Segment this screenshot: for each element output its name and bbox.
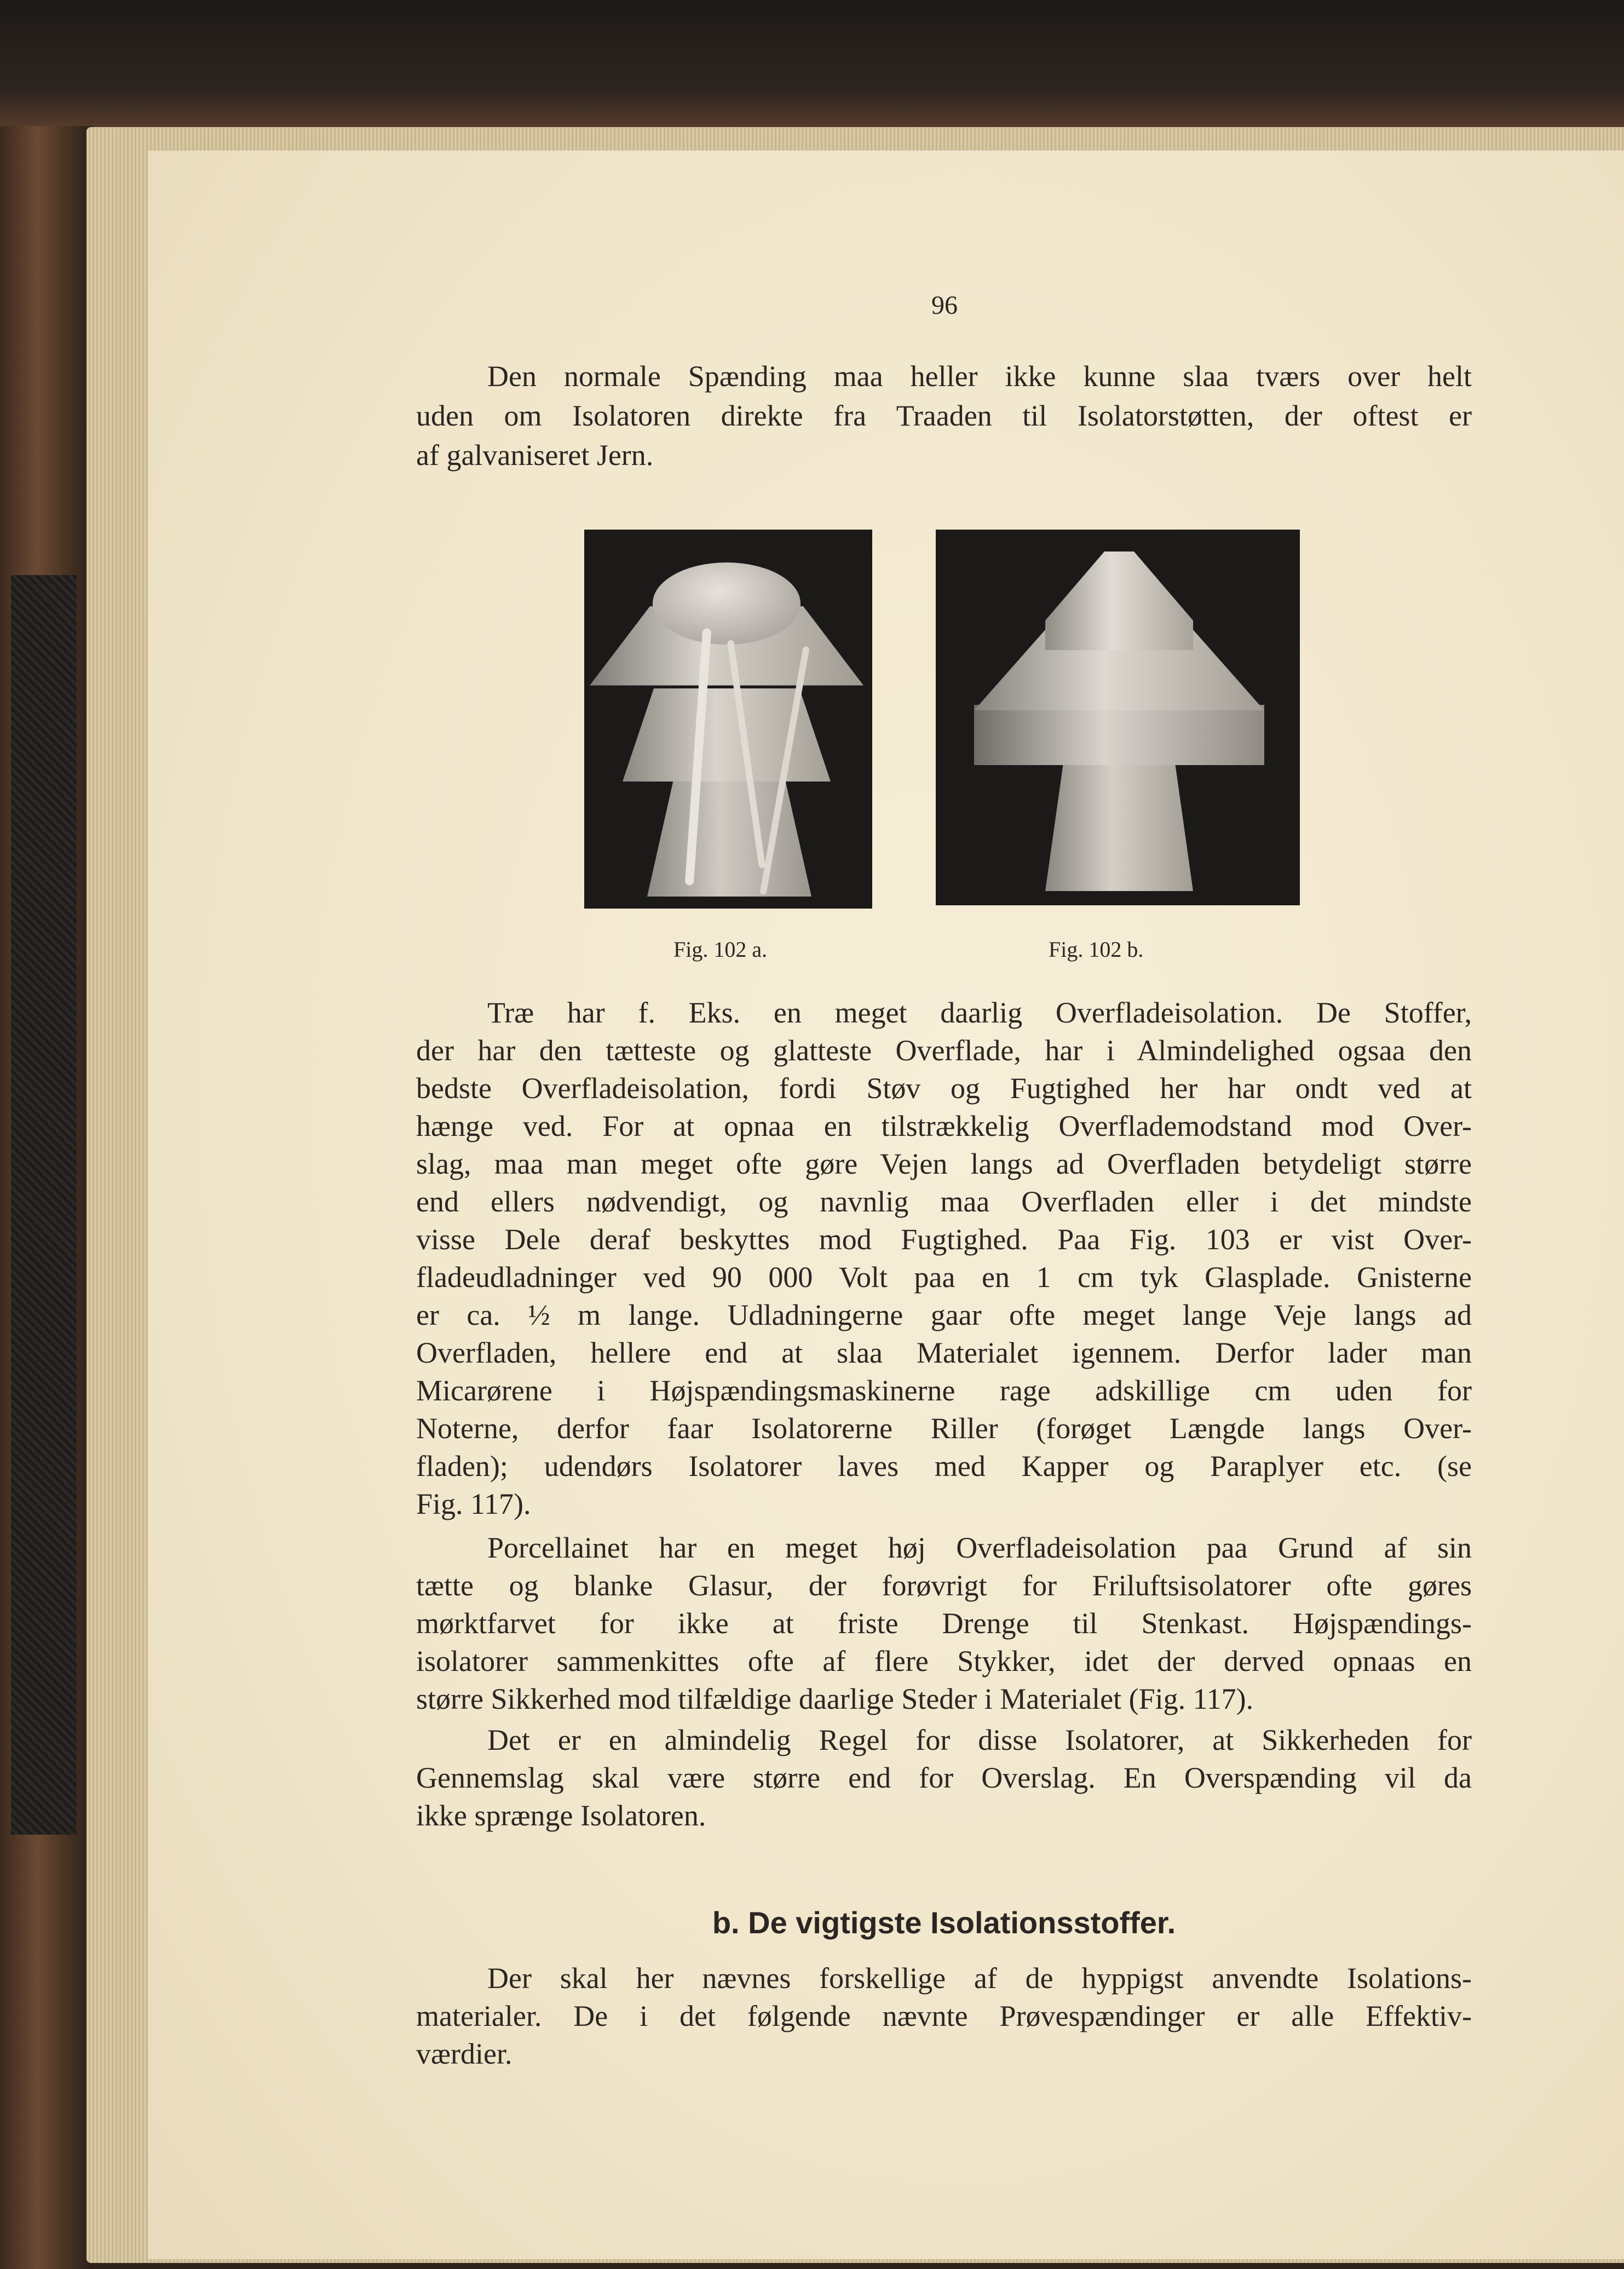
text-line: Træ har f. Eks. en meget daarlig Overfladeisolation. De Stoffer, [487, 996, 1472, 1029]
book-cover-top [0, 0, 1624, 131]
text-line: visse Dele deraf beskyttes mod Fugtighed. Paa Fig. 103 er vist Over- [416, 1223, 1472, 1256]
paragraph-1 [416, 357, 1472, 475]
text-line: større Sikkerhed mod tilfældige daarlige Steder i Materialet (Fig. 117). [416, 1682, 1254, 1715]
figure-102a-caption: Fig. 102 a. [673, 937, 768, 962]
text-line: isolatorer sammenkittes ofte af flere Stykker, idet der derved opnaas en [416, 1645, 1472, 1678]
text-line: fladen); udendørs Isolatorer laves med Kapper og Paraplyer etc. (se [416, 1450, 1472, 1483]
text-line: Fig. 117). [416, 1487, 531, 1520]
text-line: tætte og blanke Glasur, der forøvrigt for Friluftsisolatorer ofte gøres [416, 1569, 1472, 1602]
text-line: der har den tætteste og glatteste Overflade, har i Almindelighed ogsaa den [416, 1034, 1472, 1067]
text-line: end ellers nødvendigt, og navnlig maa Overfladen eller i det mindste [416, 1185, 1472, 1218]
text-line: mørktfarvet for ikke at friste Drenge til Stenkast. Højspændings- [416, 1607, 1472, 1640]
text-line: Porcellainet har en meget høj Overfladeisolation paa Grund af sin [487, 1531, 1472, 1564]
text-line: Der skal her nævnes forskellige af de hyppigst anvendte Isolations- [487, 1962, 1472, 1995]
section-heading: b. De vigtigste Isolationsstoffer. [712, 1905, 1176, 1940]
text-line: bedste Overfladeisolation, fordi Støv og Fugtighed her har ondt ved at [416, 1072, 1472, 1105]
text-line: Den normale Spænding maa heller ikke kunne slaa tværs over helt [487, 360, 1472, 393]
paragraph-3 [416, 1529, 1472, 1718]
text-line: er ca. ½ m lange. Udladningerne gaar ofte meget lange Veje langs ad [416, 1299, 1472, 1331]
text-line: fladeudladninger ved 90 000 Volt paa en 1 cm tyk Glasplade. Gnisterne [416, 1261, 1472, 1294]
paragraph-5 [416, 1960, 1472, 2073]
text-line: Micarørene i Højspændingsmaskinerne rage adskillige cm uden for [416, 1374, 1472, 1407]
text-line: værdier. [416, 2037, 512, 2070]
page-number: 96 [931, 291, 958, 320]
text-line: Overfladen, hellere end at slaa Materialet igennem. Derfor lader man [416, 1336, 1472, 1369]
text-line: Noterne, derfor faar Isolatorerne Riller (forøget Længde langs Over- [416, 1412, 1472, 1445]
figure-102a-photo [584, 530, 872, 909]
text-line: hænge ved. For at opnaa en tilstrækkelig Overflademodstand mod Over- [416, 1110, 1472, 1142]
figure-102b-caption: Fig. 102 b. [1049, 937, 1144, 962]
text-line: slag, maa man meget ofte gøre Vejen langs ad Overfladen betydeligt større [416, 1147, 1472, 1180]
book-spine-cloth [11, 575, 77, 1835]
paragraph-4 [416, 1721, 1472, 1835]
text-line: materialer. De i det følgende nævnte Prøvespændinger er alle Effektiv- [416, 2000, 1472, 2032]
text-line: af galvaniseret Jern. [416, 439, 654, 472]
figure-102b-photo [936, 530, 1300, 905]
text-line: ikke sprænge Isolatoren. [416, 1799, 706, 1832]
text-line: Det er en almindelig Regel for disse Isolatorer, at Sikkerheden for [487, 1724, 1472, 1756]
paragraph-2 [416, 994, 1472, 1523]
text-line: Gennemslag skal være større end for Overslag. En Overspænding vil da [416, 1761, 1472, 1794]
text-line: uden om Isolatoren direkte fra Traaden til Isolatorstøtten, der oftest er [416, 399, 1472, 432]
